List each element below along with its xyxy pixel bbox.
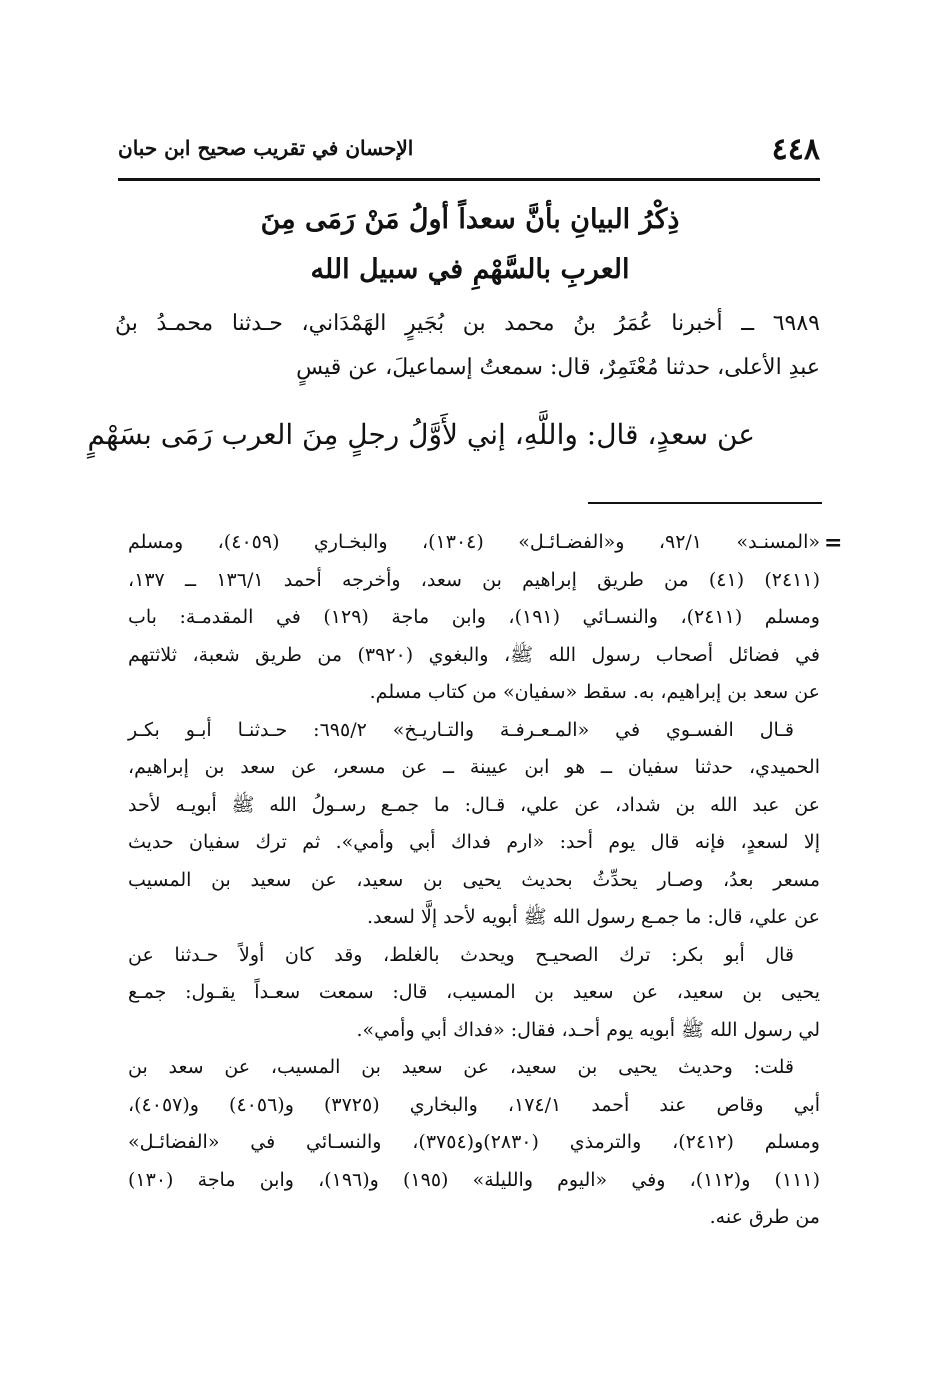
footnote-line: مسعر بعدُ، وصـار يحدِّثُ بحديث يحيى بن سعيد، عن سعيد بن المسيب: [128, 868, 820, 891]
chapter-title-line: العربِ بالسَّهْمِ في سبيل الله: [310, 254, 630, 285]
footnotes: [128, 524, 820, 1237]
footnote-paragraph: [128, 937, 820, 1050]
footnote-line: عن عبد الله بن شداد، عن علي، قـال: ما جمـع رسـولُ الله ﷺ أبويـه لأحد: [128, 793, 820, 816]
footnote-line: قلت: وحديث يحيى بن سعيد، عن سعيد بن المسيب، عن سعد بن: [128, 1056, 794, 1078]
footnote-line: (١١١) و(١١٢)، وفي «اليوم والليلة» (١٩٥) و(١٩٦)، وابن ماجة (١٣٠): [128, 1168, 820, 1191]
footnote-line: يحيى بن سعيد، عن سعيد بن المسيب، قال: سمعت سعـداً يقـول: جمـع: [128, 981, 820, 1003]
footnote-line: إلا لسعدٍ، فإنه قال يوم أحد: «ارم فداك أبي وأمي». ثم ترك سفيان حديث: [128, 831, 820, 853]
footnote-line: لي رسول الله ﷺ أبويه يوم أحـد، فقال: «فداك أبي وأمي».: [356, 1018, 820, 1041]
footnote-line: الحميدي، حدثنا سفيان ــ هو ابن عيينة ــ عن مسعر، عن سعد بن إبراهيم،: [128, 756, 820, 778]
isnad-line: عبدِ الأعلى، حدثنا مُعْتَمِرٌ، قال: سمعتُ إسماعيلَ، عن قيسٍ: [296, 355, 820, 380]
footnote-paragraph: [128, 524, 820, 712]
footnote-line: في فضائل أصحاب رسول الله ﷺ، والبغوي (٣٩٢٠) من طريق شعبة، ثلاثتهم: [128, 643, 820, 666]
footnote-line: قـال الفسـوي في «المـعـرفـة والتـاريـخ» ٦٩٥/٢: حـدثنـا أبـو بكـر: [128, 718, 794, 741]
footnote-line: (٢٤١١) (٤١) من طريق إبراهيم بن سعد، وأخرجه أحمد ١٣٦/١ ــ ١٣٧،: [128, 568, 821, 591]
footnote-line: قال أبو بكر: ترك الصحيـح ويحدث بالغلط، وقد كان أولاً حـدثنا عن: [128, 943, 794, 966]
footnote-continuation-mark: =: [824, 530, 843, 556]
footnote-line: ومسلم (٢٤١٢)، والترمذي (٢٨٣٠)و(٣٧٥٤)، والنسـائي في «الفضائـل»: [128, 1131, 820, 1153]
running-header: [118, 128, 820, 178]
footnote-line: «المسنـد» ٩٢/١، و«الفضـائـل» (١٣٠٤)، والبخـاري (٤٠٥٩)، ومسلم: [128, 531, 820, 553]
chapter-title-line: ذِكْرُ البيانِ بأنَّ سعداً أولُ مَنْ رَمَى مِنَ: [260, 204, 680, 235]
book-title: الإحسان في تقريب صحيح ابن حبان: [118, 136, 414, 160]
footnote-paragraph: [128, 1049, 820, 1237]
footnote-line: عن سعد بن إبراهيم، به. سقط «سفيان» من كتاب مسلم.: [369, 681, 820, 703]
footnote-paragraph: [128, 712, 820, 937]
header-rule: [118, 178, 820, 181]
chapter-title: [150, 195, 790, 295]
page-number: ٤٤٨: [771, 132, 820, 167]
isnad-line: ٦٩٨٩ ــ أخبرنا عُمَرُ بنُ محمد بن بُجَيرٍ الهَمْدَاني، حـدثنا محمـدُ بنُ: [115, 311, 820, 336]
footnote-separator: [588, 502, 822, 504]
hadith-isnad: [115, 302, 820, 390]
hadith-matn: عن سعدٍ، قال: واللَّهِ، إني لأَوَّلُ رجلٍ مِنَ العرب رَمَى بسَهْمٍ: [87, 418, 755, 451]
footnote-line: عن علي، قال: ما جمـع رسول الله ﷺ أبويه لأحد إلَّا لسعد.: [367, 906, 820, 928]
footnote-line: أبي وقاص عند أحمد ١٧٤/١، والبخاري (٣٧٢٥) و(٤٠٥٦) و(٤٠٥٧)،: [128, 1093, 821, 1116]
footnote-line: ومسلم (٢٤١١)، والنسـائي (١٩١)، وابن ماجة (١٢٩) في المقدمـة: باب: [128, 606, 820, 628]
footnote-line: من طرق عنه.: [709, 1206, 820, 1228]
